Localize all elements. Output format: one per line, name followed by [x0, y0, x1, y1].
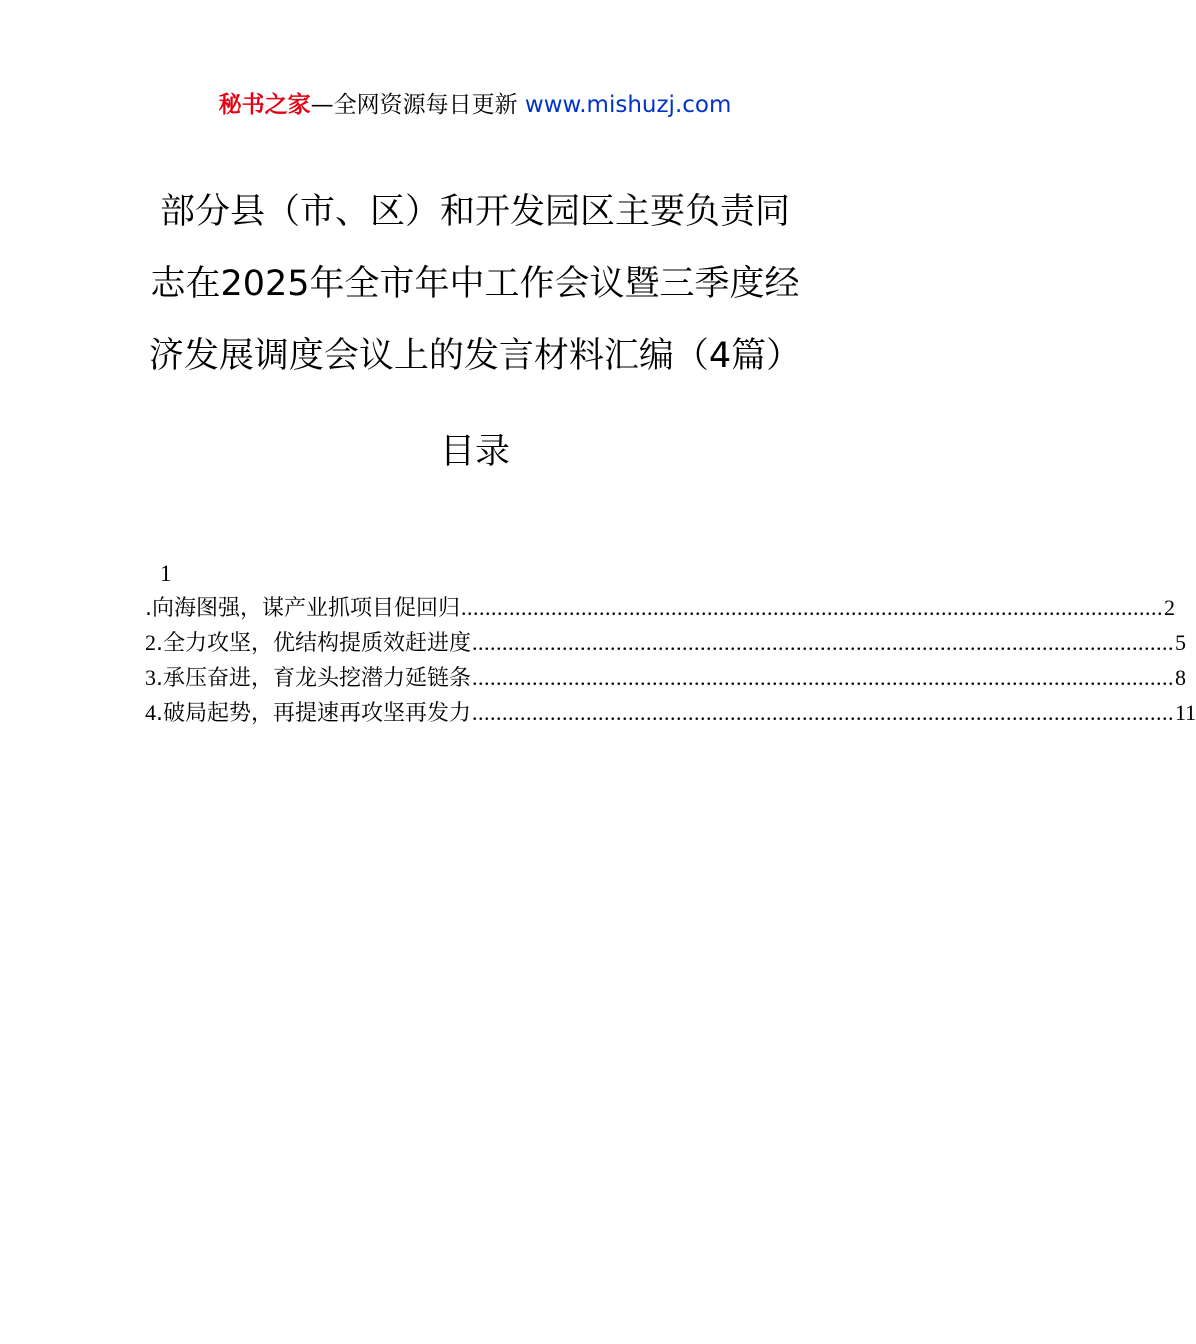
toc-item-number: 4	[145, 700, 156, 725]
toc-page-number: 2	[1164, 595, 1175, 620]
toc-leader-dots: .....................................................................................................................	[472, 665, 1174, 690]
toc-page-number: 8	[1175, 665, 1186, 690]
toc-item-4[interactable]	[145, 695, 1196, 730]
table-of-contents	[145, 558, 1196, 730]
toc-item-title: .承压奋进，育龙头挖潜力延链条	[156, 666, 471, 691]
title-line-2: 志在2025年全市年中工作会议暨三季度经	[150, 264, 800, 304]
toc-heading: 目录	[439, 432, 510, 472]
toc-item-label	[145, 695, 471, 731]
toc-item-title: .破局起势，再提速再攻坚再发力	[156, 701, 471, 726]
header-slogan: —全网资源每日更新	[310, 92, 518, 118]
toc-item-label	[145, 660, 471, 696]
toc-item-number: 2	[145, 630, 156, 655]
site-header	[0, 88, 950, 122]
brand-name: 秘书之家	[218, 92, 311, 118]
toc-item-3[interactable]	[145, 660, 1186, 695]
toc-leader-dots: .....................................................................................................................	[472, 630, 1174, 655]
toc-item-label: .向海图强，谋产业抓项目促回归	[145, 596, 460, 621]
title-line-1: 部分县（市、区）和开发园区主要负责同	[159, 192, 790, 232]
toc-item-label	[145, 625, 471, 661]
toc-item-2[interactable]	[145, 625, 1186, 660]
website-link[interactable]: www.mishuzj.com	[524, 92, 732, 118]
title-line-3: 济发展调度会议上的发言材料汇编（4篇）	[148, 336, 802, 376]
toc-item-number: 3	[145, 665, 156, 690]
toc-page-number: 5	[1175, 630, 1186, 655]
toc-leader-dots: .....................................................................................................................	[472, 700, 1174, 725]
toc-page-number: 11	[1175, 700, 1196, 725]
document-title	[140, 176, 810, 392]
toc-leader-dots: .....................................................................................................................	[461, 595, 1163, 620]
toc-item-title: .全力攻坚，优结构提质效赶进度	[156, 631, 471, 656]
toc-item-1[interactable]	[145, 590, 1175, 625]
toc-item-1-number: 1	[160, 561, 172, 586]
